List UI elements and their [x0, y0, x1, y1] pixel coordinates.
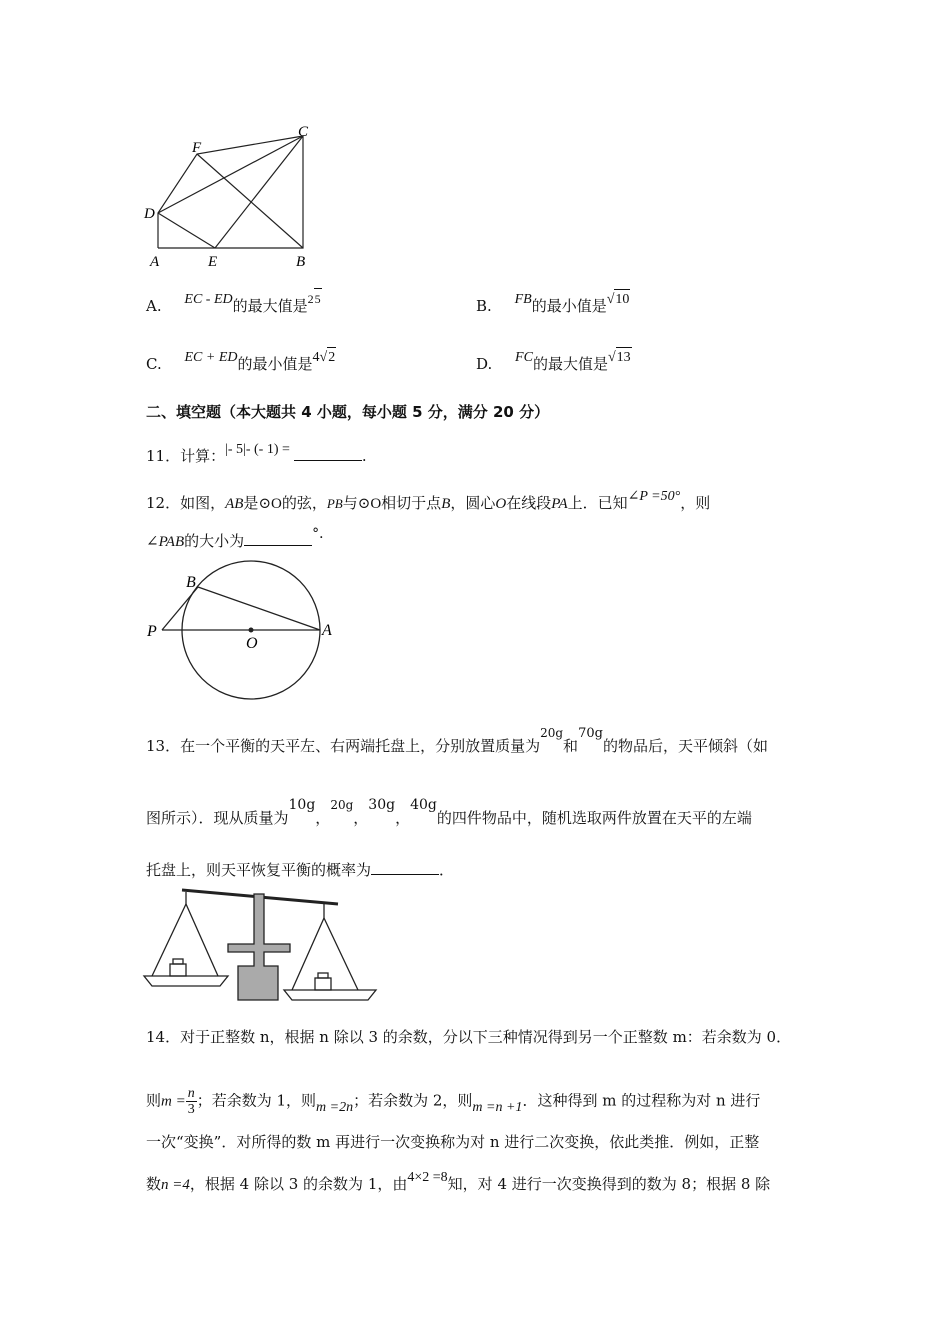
left-pan	[144, 976, 228, 986]
q11-answer-blank[interactable]	[294, 446, 362, 461]
right-weight-top	[318, 973, 328, 978]
segment-ba	[198, 587, 320, 630]
option-b-value: √10	[607, 292, 631, 307]
option-b-letter: B.	[476, 297, 492, 315]
question-12-line1: 12．如图，AB是⊙O的弦，PB与⊙O相切于点B，圆心O在线段PA上．已知∠P =50°，则	[146, 489, 711, 512]
option-d-text: 的最大值是	[532, 355, 608, 373]
segment-ec	[215, 136, 303, 248]
option-d	[476, 350, 632, 376]
label-f: F	[192, 140, 202, 156]
label-a: A	[322, 622, 332, 639]
label-b: B	[296, 254, 306, 270]
option-a-text: 的最大值是	[232, 297, 308, 315]
question-13-line3: 托盘上，则天平恢复平衡的概率为 ．	[146, 861, 455, 879]
segment-fb	[197, 154, 303, 248]
left-weight	[170, 964, 186, 976]
segment-pb	[162, 587, 198, 630]
stand	[228, 894, 290, 1000]
question-14-line2: 则m = $\frac{n}{3}$ ；若余数为 1，则m =2n；若余数为 2，则m =n +1．这种得到 m 的过程称为对 n 进行	[146, 1086, 761, 1117]
label-a: A	[150, 254, 160, 270]
right-string-1	[292, 918, 324, 990]
left-string-1	[152, 904, 186, 976]
question-12-line2: ∠PAB的大小为 °．	[146, 526, 334, 550]
option-c-text: 的最小值是	[237, 355, 313, 373]
option-d-letter: D.	[476, 355, 493, 373]
figure-balance	[140, 882, 380, 1004]
q12-answer-blank[interactable]	[244, 531, 312, 546]
right-weight	[315, 978, 331, 990]
option-a	[146, 292, 322, 318]
label-b: B	[186, 574, 196, 591]
q11-expression: |- 5|- (- 1) =	[225, 442, 290, 457]
left-string-2	[186, 904, 218, 976]
option-a-expr: EC - ED	[184, 292, 233, 307]
section-title: 二、填空题（本大题共 4 小题，每小题 5 分，满分 20 分）	[146, 403, 550, 421]
option-d-value: √13	[608, 350, 632, 365]
segment-de	[158, 213, 215, 248]
option-c	[146, 350, 336, 376]
question-14-line4: 数n =4，根据 4 除以 3 的余数为 1，由4×2 =8知，对 4 进行一次变换得到的数为 8；根据 8 除	[146, 1170, 771, 1193]
question-13-line2: 图所示）．现从质量为10g，$^{20g}$，30g，40g的四件物品中，随机选取两件放置在天平的左端	[146, 797, 752, 827]
option-b-expr: FB	[514, 292, 532, 307]
option-b-text: 的最小值是	[531, 297, 607, 315]
right-pan	[284, 990, 376, 1000]
question-11: 11．计算：|- 5|- (- 1) = .	[146, 442, 367, 465]
figure-quadrilateral	[140, 120, 330, 275]
label-c: C	[298, 124, 309, 140]
option-c-value: 4√2	[313, 350, 337, 365]
option-c-expr: EC + ED	[184, 350, 238, 365]
right-string-2	[324, 918, 358, 990]
q13-answer-blank[interactable]	[371, 860, 439, 875]
question-14-line1: 14．对于正整数 n，根据 n 除以 3 的余数，分以下三种情况得到另一个正整数 m：若余数为 0．	[146, 1028, 792, 1046]
option-d-expr: FC	[515, 350, 533, 365]
label-e: E	[208, 254, 218, 270]
question-13-line1: 13．在一个平衡的天平左、右两端托盘上，分别放置质量为$^{20g}$和70g的物品后，天平倾斜（如	[146, 726, 768, 755]
left-weight-top	[173, 959, 183, 964]
center-point	[249, 628, 254, 633]
option-a-letter: A.	[146, 297, 162, 315]
fraction-n-over-3: $\frac{n}{3}$	[187, 1086, 195, 1117]
question-14-line3: 一次“变换”．对所得的数 m 再进行一次变换称为对 n 进行二次变换，依此类推．例如，正整	[146, 1133, 760, 1151]
option-b	[476, 292, 630, 318]
label-o: O	[246, 635, 258, 652]
quad-outline	[158, 136, 303, 248]
label-p: P	[147, 623, 157, 640]
option-a-value: 25	[308, 292, 322, 306]
segment-dc	[158, 136, 303, 213]
label-d: D	[144, 206, 155, 222]
figure-circle	[140, 560, 340, 705]
option-c-letter: C.	[146, 355, 162, 373]
